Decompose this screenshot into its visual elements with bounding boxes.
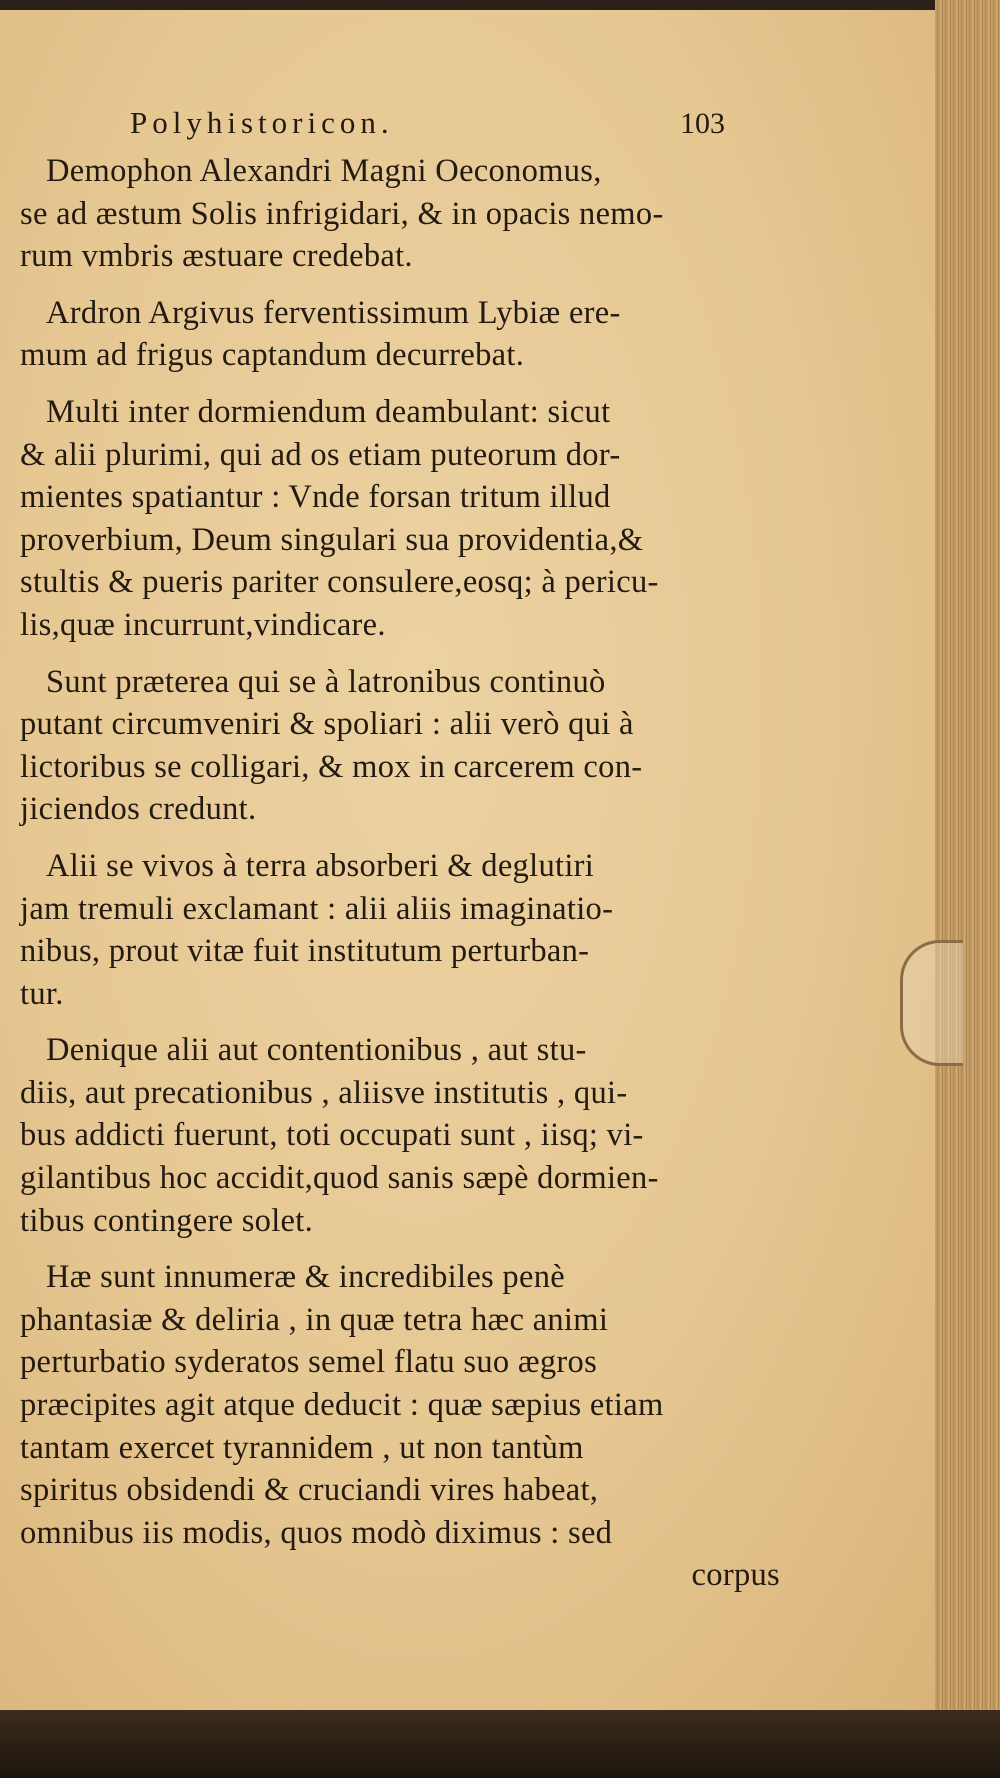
text-line: Sunt præterea qui se à latronibus continuò	[46, 663, 606, 700]
paragraph	[20, 292, 780, 377]
text-line: se ad æstum Solis infrigidari, & in opacis nemo-	[20, 195, 664, 232]
text-line: proverbium, Deum singulari sua providentia,&	[20, 521, 644, 558]
text-line: stultis & pueris pariter consulere,eosq; à pericu-	[20, 564, 659, 601]
text-line: gilantibus hoc accidit,quod sanis sæpè dormien-	[20, 1160, 659, 1197]
text-line: lis,quæ incurrunt,vindicare.	[20, 606, 386, 643]
text-line: tur.	[20, 975, 64, 1012]
text-line: tantam exercet tyrannidem , ut non tantùm	[20, 1429, 584, 1466]
running-head: Polyhistoricon.	[130, 105, 394, 140]
page-text	[20, 95, 780, 1611]
text-line: jam tremuli exclamant : alii aliis imaginatio-	[20, 890, 614, 927]
text-line: spiritus obsidendi & cruciandi vires habeat,	[20, 1472, 599, 1509]
catchword: corpus	[691, 1557, 780, 1594]
page-header	[20, 95, 780, 150]
text-line: diis, aut precationibus , aliisve institutis , qui-	[20, 1074, 628, 1111]
page-number: 103	[680, 107, 725, 140]
text-line: Demophon Alexandri Magni Oeconomus,	[46, 153, 602, 189]
text-line: rum vmbris æstuare credebat.	[20, 238, 413, 275]
paragraph	[20, 1029, 780, 1242]
text-line: jiciendos credunt.	[20, 791, 257, 828]
text-line: putant circumveniri & spoliari : alii verò qui à	[20, 706, 634, 743]
text-line: Denique alii aut contentionibus , aut stu-	[46, 1032, 587, 1069]
text-line: tibus contingere solet.	[20, 1202, 314, 1239]
page-fore-edge	[935, 0, 1000, 1778]
text-line: mum ad frigus captandum decurrebat.	[20, 337, 525, 374]
paragraph	[20, 391, 780, 647]
text-line: lictoribus se colligari, & mox in carcerem con-	[20, 748, 643, 785]
paragraph	[20, 150, 780, 278]
book-clasp	[900, 940, 963, 1066]
text-line: præcipites agit atque deducit : quæ sæpius etiam	[20, 1387, 664, 1424]
paragraph	[20, 1256, 780, 1597]
text-line: omnibus iis modis, quos modò diximus : sed	[20, 1514, 613, 1551]
text-line: Alii se vivos à terra absorberi & deglutiri	[46, 847, 595, 884]
text-line: mientes spatiantur : Vnde forsan tritum illud	[20, 479, 611, 516]
paragraph	[20, 661, 780, 831]
binding-shadow	[0, 1710, 1000, 1778]
text-line: Hæ sunt innumeræ & incredibiles penè	[46, 1259, 565, 1296]
paragraph	[20, 845, 780, 1015]
text-line: & alii plurimi, qui ad os etiam puteorum dor-	[20, 436, 621, 473]
text-line: Multi inter dormiendum deambulant: sicut	[46, 393, 611, 430]
text-line: bus addicti fuerunt, toti occupati sunt , iisq; vi-	[20, 1117, 644, 1154]
text-line: Ardron Argivus ferventissimum Lybiæ ere-	[46, 294, 621, 331]
text-line: perturbatio syderatos semel flatu suo ægros	[20, 1344, 598, 1381]
text-line: phantasiæ & deliria , in quæ tetra hæc animi	[20, 1301, 609, 1338]
text-line: nibus, prout vitæ fuit institutum perturban-	[20, 933, 590, 970]
